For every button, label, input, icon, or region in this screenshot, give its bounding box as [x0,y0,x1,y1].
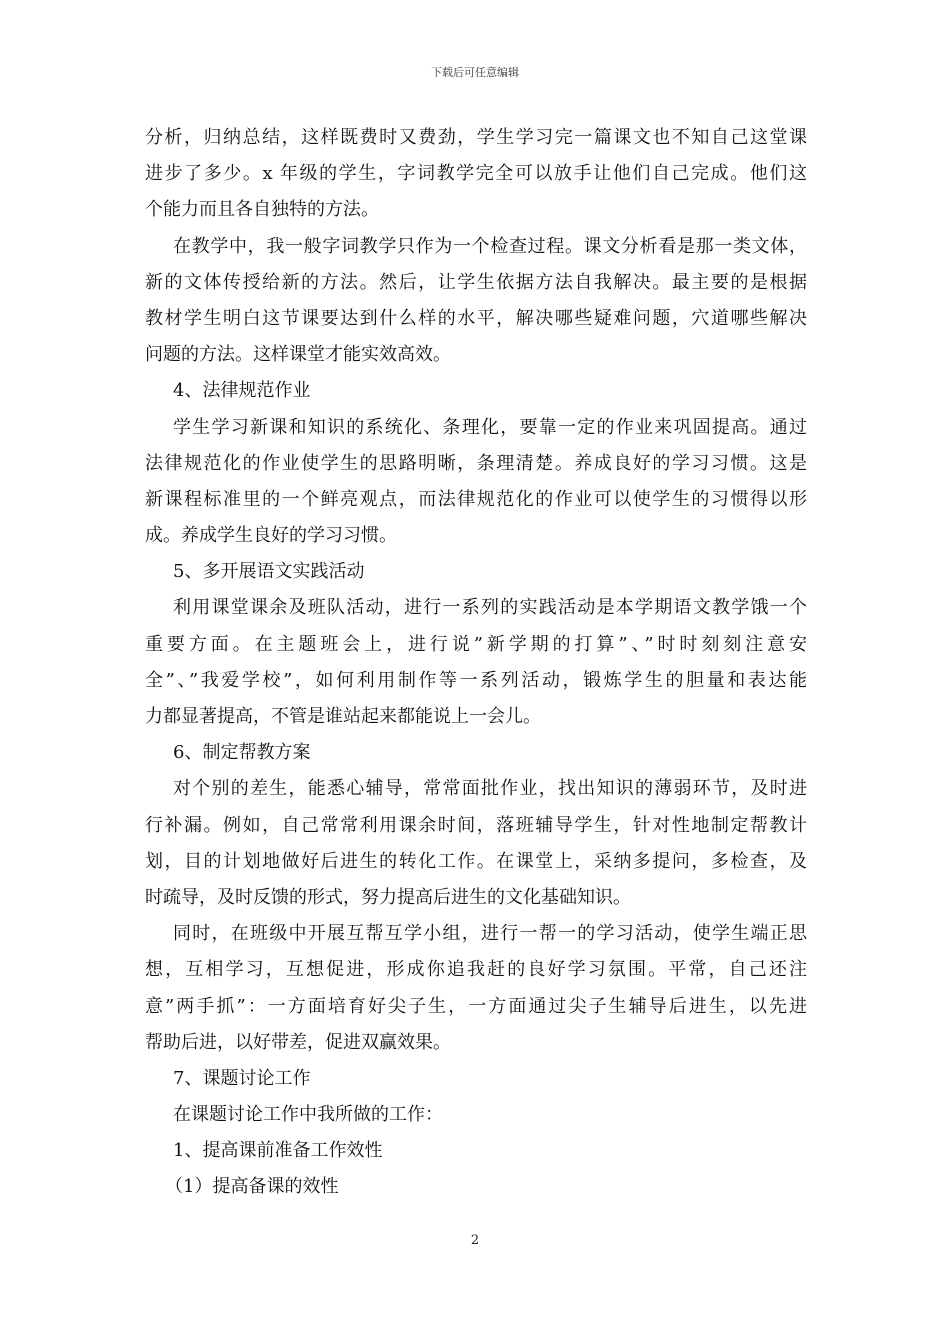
subsection-heading: 1、提高课前准备工作效性 [173,1140,383,1162]
paragraph-first-line: 利用课堂课余及班队活动，进行一系列的实践活动是本学期语文教学饿一个 [173,597,807,619]
text-line: 行补漏。例如，自己常常利用课余时间，落班辅导学生，针对性地制定帮教计 [145,814,807,836]
page-header: 下载后可任意编辑 [431,66,519,79]
paragraph-first-line: 对个别的差生，能悉心辅导，常常面批作业，找出知识的薄弱环节，及时进 [173,778,807,800]
subsection-heading: （1）提高备课的效性 [165,1176,339,1198]
text-line: 全”、”我爱学校”，如何利用制作等一系列活动，锻炼学生的胆量和表达能 [145,669,807,691]
section-heading: 6、制定帮教方案 [173,742,311,764]
paragraph-first-line: 在教学中，我一般字词教学只作为一个检查过程。课文分析看是那一类文体， [173,235,807,257]
text-line: 分析，归纳总结，这样既费时又费劲，学生学习完一篇课文也不知自己这堂课 [145,127,807,148]
text-line: 问题的方法。这样课堂才能实效高效。 [145,344,451,366]
text-line: 重要方面。在主题班会上，进行说”新学期的打算”、”时时刻刻注意安 [145,633,807,655]
text-line: 新的文体传授给新的方法。然后，让学生依据方法自我解决。最主要的是根据 [145,271,807,293]
section-heading: 7、课题讨论工作 [173,1067,311,1089]
text-line: 时疏导，及时反馈的形式，努力提高后进生的文化基础知识。 [145,886,631,908]
text-line: 意”两手抓”：一方面培育好尖子生，一方面通过尖子生辅导后进生，以先进 [145,995,807,1017]
page-number: 2 [470,1233,480,1248]
text-line: 在课题讨论工作中我所做的工作： [173,1104,443,1126]
text-line: 帮助后进，以好带差，促进双赢效果。 [145,1031,451,1053]
text-line: 新课程标准里的一个鲜亮观点，而法律规范化的作业可以使学生的习惯得以形 [145,488,807,510]
text-line: 个能力而且各自独特的方法。 [145,199,379,221]
paragraph-first-line: 同时，在班级中开展互帮互学小组，进行一帮一的学习活动，使学生端正思 [173,923,807,945]
document-body [145,120,807,1206]
section-heading: 5、多开展语文实践活动 [173,561,365,583]
text-line: 想，互相学习，互想促进，形成你追我赶的良好学习氛围。平常，自己还注 [145,959,807,981]
text-line: 力都显著提高，不管是谁站起来都能说上一会儿。 [145,706,541,727]
section-heading: 4、法律规范作业 [173,380,311,402]
paragraph-first-line: 学生学习新课和知识的系统化、条理化，要靠一定的作业来巩固提高。通过 [173,416,807,438]
text-line: 教材学生明白这节课要达到什么样的水平，解决哪些疑难问题，穴道哪些解决 [145,307,807,329]
text-line: 成。养成学生良好的学习习惯。 [145,525,397,547]
text-line: 进步了多少。x 年级的学生，字词教学完全可以放手让他们自己完成。他们这 [145,163,807,185]
text-line: 划，目的计划地做好后进生的转化工作。在课堂上，采纳多提问，多检查，及 [145,850,807,872]
text-line: 法律规范化的作业使学生的思路明晰，条理清楚。养成良好的学习习惯。这是 [145,452,807,474]
